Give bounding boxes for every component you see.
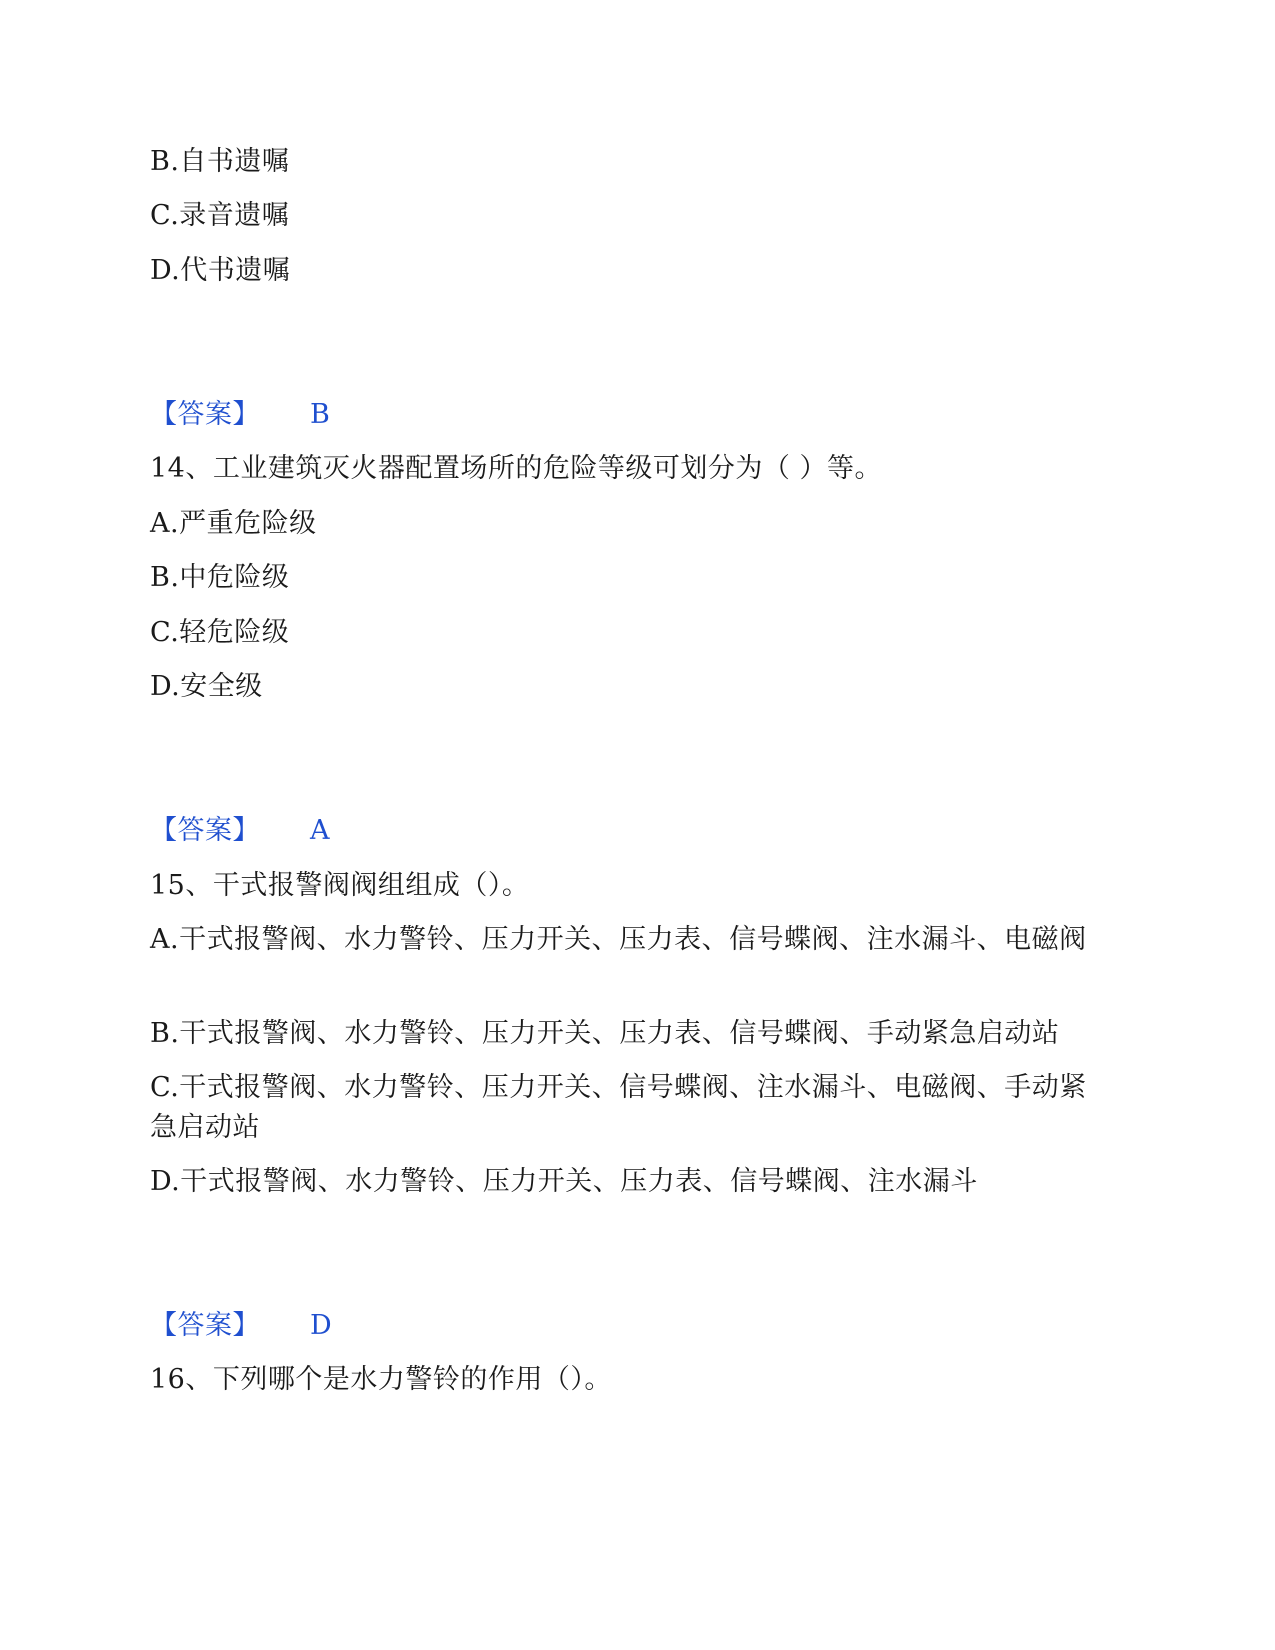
q14-option-c: C.轻危险级 [150,617,290,648]
q13-option-c: C.录音遗嘱 [150,200,290,231]
q13-option-b: B.自书遗嘱 [150,146,290,177]
q15-option-d: D.干式报警阀、水力警铃、压力开关、压力表、信号蝶阀、注水漏斗 [150,1166,978,1197]
q14-answer [150,811,1110,851]
q15-option-a: A.干式报警阀、水力警铃、压力开关、压力表、信号蝶阀、注水漏斗、电磁阀 [150,924,1087,955]
answer-label: 【答案】 [150,1310,260,1341]
q14-option-a: A.严重危险级 [150,508,317,539]
answer-value: D [310,1310,333,1341]
q14-question: 14、工业建筑灭火器配置场所的危险等级可划分为（ ）等。 [150,453,882,484]
q15-answer [150,1306,1110,1346]
q13-option-d: D.代书遗嘱 [150,255,291,286]
q15-question: 15、干式报警阀阀组组成（）。 [150,870,530,901]
answer-label: 【答案】 [150,399,260,430]
answer-label: 【答案】 [150,815,260,846]
q14-option-b: B.中危险级 [150,562,290,593]
q13-answer [150,395,1110,435]
answer-value: A [310,815,330,846]
q15-option-c: C.干式报警阀、水力警铃、压力开关、信号蝶阀、注水漏斗、电磁阀、手动紧急启动站 [150,1072,1087,1143]
q15-option-b: B.干式报警阀、水力警铃、压力开关、压力表、信号蝶阀、手动紧急启动站 [150,1018,1060,1049]
q16-question: 16、下列哪个是水力警铃的作用（）。 [150,1364,612,1395]
answer-value: B [310,399,331,430]
q14-option-d: D.安全级 [150,671,263,702]
